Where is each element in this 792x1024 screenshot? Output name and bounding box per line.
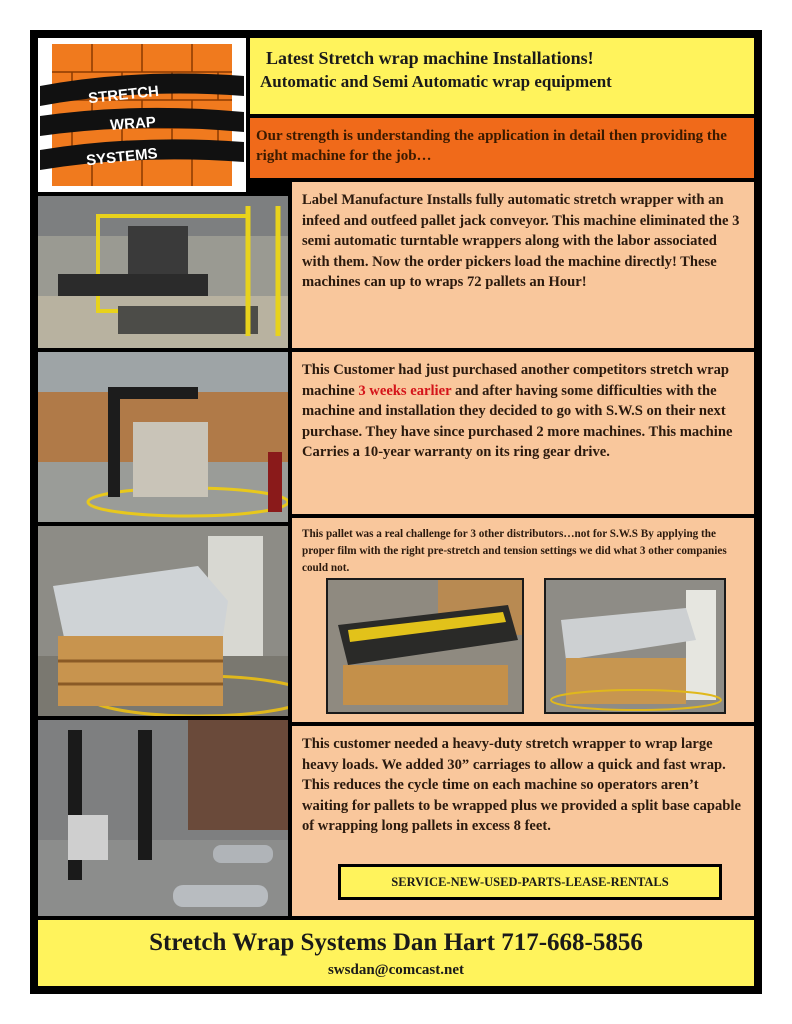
photo-placeholder — [328, 580, 522, 712]
photo-placeholder — [38, 196, 288, 348]
section-3-text: This pallet was a real challenge for 3 other distributors…not for S.W.S By applying the proper film with the right pre-stretch and tension settings we did what 3 other companies could not. — [302, 528, 727, 574]
photo-placeholder — [38, 526, 288, 716]
section-2-text-part-2: and after having some difficulties with the machine and installation they decided to go with S.W.S on their next purchase. They have since purchased 2 more machines. This machine Carries a 10-year warranty on its ring gear drive. — [302, 382, 733, 460]
logo-text-wrap: WRAP — [109, 113, 157, 134]
logo-graphic — [38, 38, 246, 192]
section-4-text: This customer needed a heavy-duty stretch wrapper to wrap large heavy loads. We added 30” carriages to allow a quick and fast wrap. This reduces the cycle time on each machine so operators aren’t waiting for pallets to be wrapped plus we provided a split base capable of wrapping long pallets in excess 8 feet. — [302, 736, 741, 834]
section-1-text-box — [292, 182, 754, 348]
contact-name-phone: Stretch Wrap Systems Dan Hart 717-668-5856 — [149, 929, 643, 956]
header-subtitle: Automatic and Semi Automatic wrap equipment — [260, 72, 612, 91]
footer-contact — [38, 920, 754, 986]
section-2-text-box — [292, 352, 754, 514]
photo-long-pallet-unwrapped — [326, 578, 524, 714]
photo-placeholder — [38, 352, 288, 522]
photo-turntable-wrapper — [38, 352, 288, 522]
section-2-highlight: 3 weeks earlier — [358, 382, 452, 399]
photo-long-pallet-wrapped — [544, 578, 726, 714]
photo-wrapped-pallet — [38, 526, 288, 716]
contact-email: swsdan@comcast.net — [327, 962, 465, 978]
services-badge — [338, 864, 722, 900]
photo-automatic-wrapper-installation — [38, 196, 288, 348]
strength-banner — [250, 118, 754, 178]
logo-text-systems: SYSTEMS — [85, 144, 159, 170]
photo-heavy-duty-wrappers — [38, 720, 288, 916]
section-2-text — [302, 360, 746, 463]
header-banner — [250, 38, 754, 114]
photo-placeholder — [546, 580, 724, 712]
services-text: SERVICE-NEW-USED-PARTS-LEASE-RENTALS — [341, 867, 719, 897]
company-logo — [38, 38, 246, 192]
strength-text: Our strength is understanding the application in detail then providing the right machine for the job… — [256, 128, 727, 164]
section-1-text: Label Manufacture Installs fully automatic stretch wrapper with an infeed and outfeed pallet jack conveyor. This machine eliminated the 3 semi automatic turntable wrappers along with the labor associated with them. Now the order pickers load the machine directly! These machines can up to wraps 72 pallets an Hour! — [302, 192, 740, 290]
header-title: Latest Stretch wrap machine Installations! — [266, 48, 594, 68]
section-2-text-part-1: This Customer had just purchased another competitors stretch wrap machine — [302, 362, 730, 399]
photo-placeholder — [38, 720, 288, 916]
logo-text-stretch: STRETCH — [87, 82, 160, 108]
